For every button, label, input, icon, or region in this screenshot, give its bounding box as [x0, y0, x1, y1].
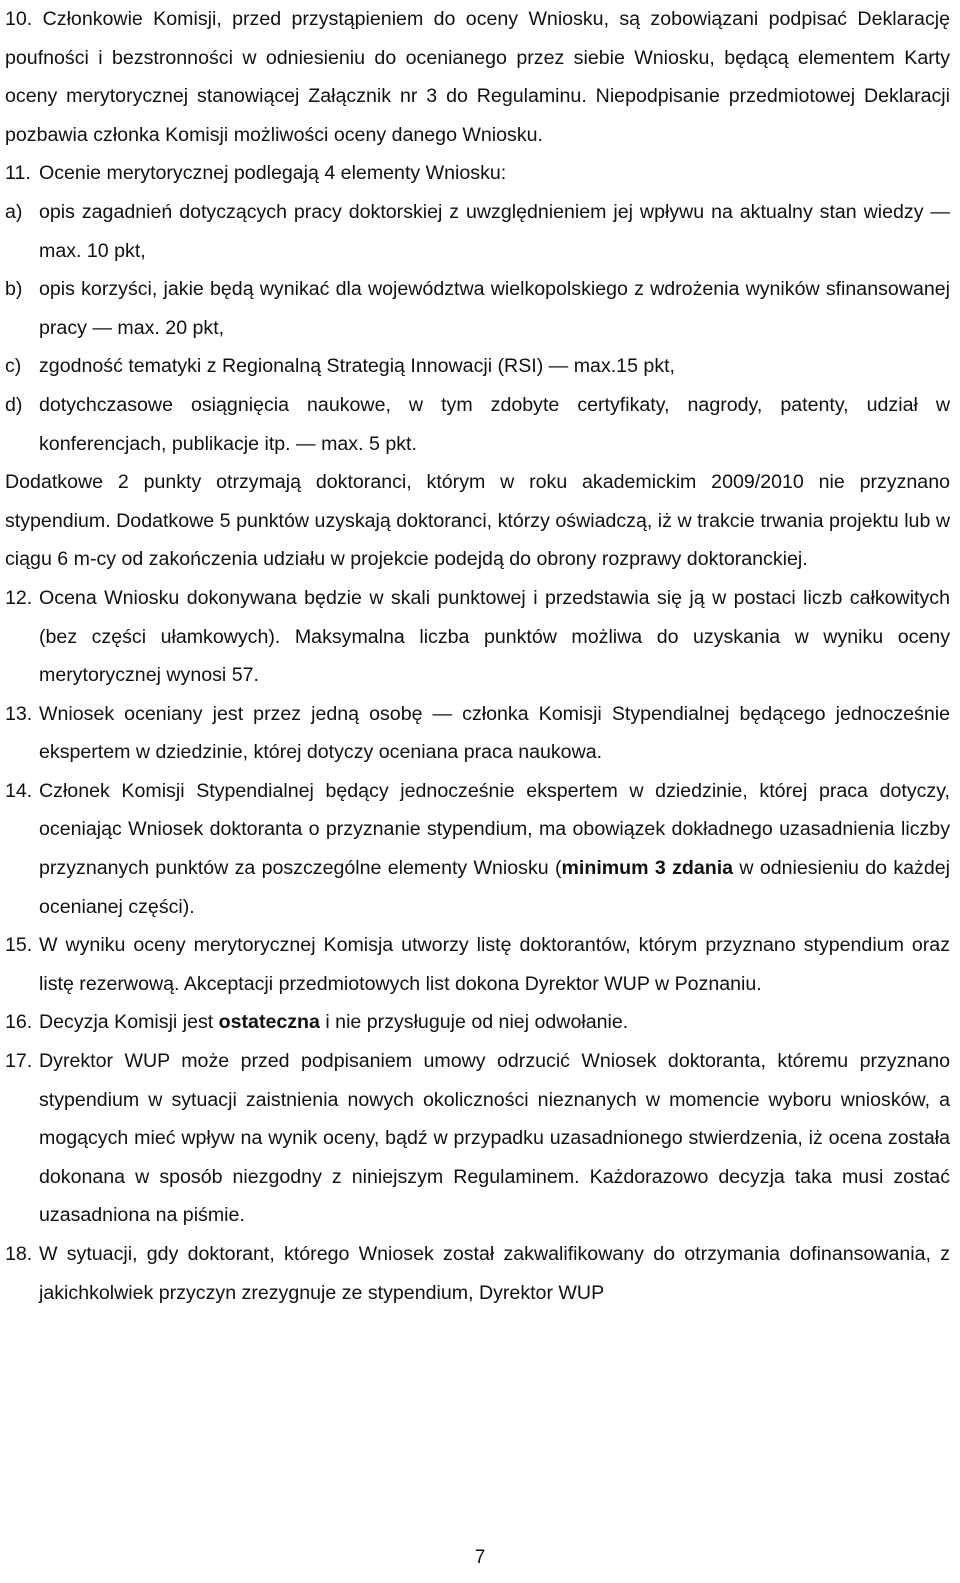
item-text-14-after: w odniesieniu do każdej ocenianej części). — [39, 857, 950, 918]
item-text-14-bold: minimum 3 zdania — [561, 857, 734, 880]
paragraph-17 — [5, 1042, 950, 1235]
subitem-letter-b: b) — [5, 278, 23, 301]
item-text-10: Członkowie Komisji, przed przystąpieniem do oceny Wniosku, są zobowiązani podpisać Deklarację poufności i bezstronności w odniesieniu do ocenianego przez siebie Wniosku, będącą elementem Karty oceny merytorycznej stanowiącej Załącznik nr 3 do Regulaminu. Niepodpisanie przedmiotowej Deklaracji pozbawia członka Komisji możliwości oceny danego Wniosku. — [5, 8, 950, 146]
item-number-12: 12. — [5, 586, 33, 609]
paragraph-13 — [5, 695, 950, 772]
item-number-11: 11. — [5, 162, 31, 185]
item-text-14-before: Członek Komisji Stypendialnej będący jednocześnie ekspertem w dziedzinie, której praca dotyczy, oceniając Wniosek doktoranta o przyznanie stypendium, ma obowiązek dokładnego uzasadnienia liczby przyznanych punktów za poszczególne elementy Wniosku ( — [39, 779, 950, 880]
item-number-17: 17. — [5, 1050, 33, 1073]
subitem-text-d: dotychczasowe osiągnięcia naukowe, w tym zdobyte certyfikaty, nagrody, patenty, udział w konferencjach, publikacje itp. — max. 5 pkt. — [39, 393, 950, 455]
item-text-18: W sytuacji, gdy doktorant, którego Wniosek został zakwalifikowany do otrzymania dofinansowania, z jakichkolwiek przyczyn zrezygnuje ze stypendium, Dyrektor WUP — [39, 1243, 950, 1304]
item-text-14 — [39, 772, 950, 926]
item-number-16: 16. — [5, 1011, 33, 1034]
paragraph-16 — [5, 1003, 950, 1042]
item-text-17: Dyrektor WUP może przed podpisaniem umowy odrzucić Wniosek doktoranta, któremu przyznano stypendium w sytuacji zaistnienia nowych okoliczności nieznanych w momencie wyboru wniosków, a mogących mieć wpływ na wynik oceny, bądź w przypadku uzasadnionego stwierdzenia, iż ocena została dokonana w sposób niezgodny z niniejszym Regulaminem. Każdorazowo decyzja taka musi zostać uzasadniona na piśmie. — [39, 1050, 950, 1227]
subitem-text-b: opis korzyści, jakie będą wynikać dla województwa wielkopolskiego z wdrożenia wyników sfinansowanej pracy — max. 20 pkt, — [39, 278, 950, 339]
item-text-15: W wyniku oceny merytorycznej Komisja utworzy listę doktorantów, którym przyznano stypendium oraz listę rezerwową. Akceptacji przedmiotowych list dokona Dyrektor WUP w Poznaniu. — [39, 934, 950, 995]
subitem-letter-c: c) — [5, 355, 22, 378]
item-number-15: 15. — [5, 934, 33, 957]
subitem-text-c: zgodność tematyki z Regionalną Strategią Innowacji (RSI) — max.15 pkt, — [39, 355, 676, 378]
paragraph-14 — [5, 772, 950, 926]
item-text-16-after: i nie przysługuje od niej odwołanie. — [319, 1011, 629, 1034]
item-number-10: 10. — [5, 8, 33, 30]
paragraph-15 — [5, 926, 950, 1003]
item-number-14: 14. — [5, 779, 33, 802]
item-text-12: Ocena Wniosku dokonywana będzie w skali punktowej i przedstawia się ją w postaci liczb całkowitych (bez części ułamkowych). Maksymalna liczba punktów możliwa do uzyskania w wyniku oceny merytorycznej wynosi 57. — [39, 586, 950, 687]
document-page — [5, 0, 950, 1312]
document-body — [5, 0, 950, 1312]
subitem-text-a: opis zagadnień dotyczących pracy doktorskiej z uwzględnieniem jej wpływu na aktualny stan wiedzy — max. 10 pkt, — [39, 200, 950, 262]
item-text-16-bold: ostateczna — [218, 1011, 320, 1034]
item-number-13: 13. — [5, 702, 33, 725]
paragraph-11 — [5, 154, 950, 193]
item-text-11: Ocenie merytorycznej podlegają 4 elementy Wniosku: — [39, 162, 507, 185]
paragraph-12 — [5, 579, 950, 695]
subitem-letter-d: d) — [5, 393, 23, 416]
subitem-11a — [5, 193, 950, 270]
subitem-11c — [5, 347, 950, 386]
subitem-letter-a: a) — [5, 200, 23, 223]
subitem-11d — [5, 386, 950, 463]
item-text-16-before: Decyzja Komisji jest — [39, 1011, 219, 1034]
page-number: 7 — [474, 1547, 486, 1568]
paragraph-18 — [5, 1235, 950, 1312]
item-text-13: Wniosek oceniany jest przez jedną osobę — członka Komisji Stypendialnej będącego jednocześnie ekspertem w dziedzinie, której dotyczy oceniana praca naukowa. — [39, 702, 950, 764]
subitem-11b — [5, 270, 950, 347]
item-text-16 — [39, 1003, 950, 1042]
paragraph-10 — [5, 0, 950, 154]
paragraph-11-extra: Dodatkowe 2 punkty otrzymają doktoranci, którym w roku akademickim 2009/2010 nie przyznano stypendium. Dodatkowe 5 punktów uzyskają doktoranci, którzy oświadczą, iż w trakcie trwania projektu lub w ciągu 6 m-cy od zakończenia udziału w projekcie podejdą do obrony rozprawy doktoranckiej. — [5, 471, 950, 571]
item-number-18: 18. — [5, 1243, 33, 1265]
